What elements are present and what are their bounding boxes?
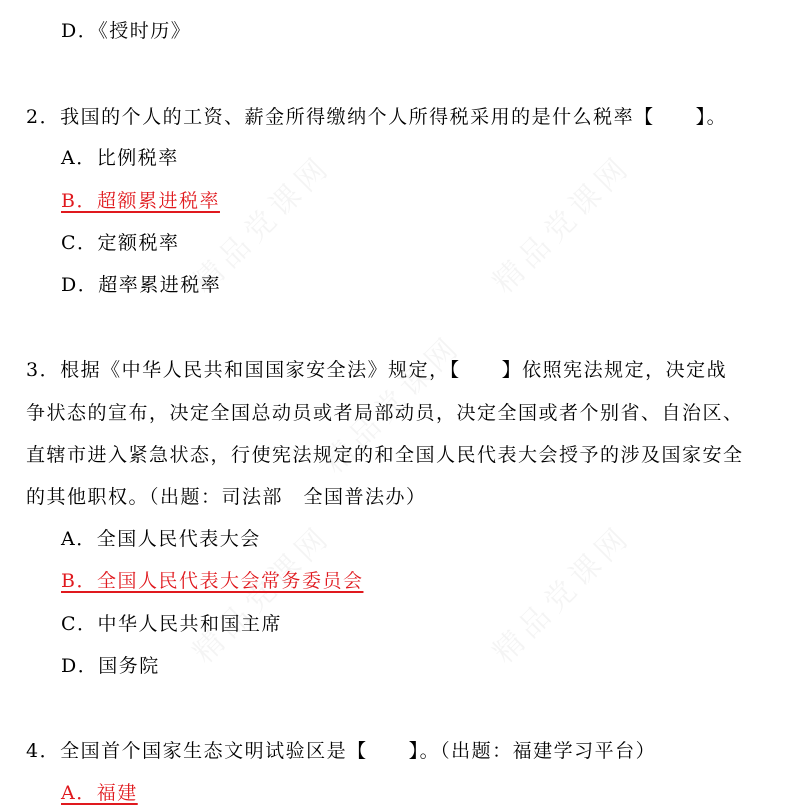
q2-option-d: D．超率累进税率 [61, 274, 222, 296]
q3-option-c: C．中华人民共和国主席 [61, 613, 283, 635]
q2-option-a: A．比例税率 [61, 147, 179, 169]
q4-question: 4．全国首个国家生态文明试验区是【 】。（出题：福建学习平台） [26, 740, 657, 762]
watermark-5 [481, 513, 639, 671]
q2-question: 2．我国的个人的工资、薪金所得缴纳个人所得税采用的是什么税率【 】。 [26, 106, 728, 128]
q3-option-a: A．全国人民代表大会 [61, 528, 261, 550]
q4-option-a-correct: A．福建 [61, 782, 138, 804]
q3-question-line-1: 3．根据《中华人民共和国国家安全法》规定，【 】依照宪法规定，决定战 [26, 359, 728, 381]
q1-option-d: D．《授时历》 [61, 20, 192, 42]
q3-question-line-4: 的其他职权。（出题：司法部 全国普法办） [26, 486, 427, 508]
q3-option-b-correct: B．全国人民代表大会常务委员会 [61, 570, 364, 592]
q3-question-line-3: 直辖市进入紧急状态，行使宪法规定的和全国人民代表大会授予的涉及国家安全 [26, 444, 744, 466]
q2-option-c: C．定额税率 [61, 232, 180, 254]
q3-option-d: D．国务院 [61, 655, 160, 677]
q2-option-b-correct: B．超额累进税率 [61, 190, 220, 212]
q3-question-line-2: 争状态的宣布，决定全国总动员或者局部动员，决定全国或者个别省、自治区、 [26, 402, 744, 424]
watermark-2 [481, 143, 639, 301]
